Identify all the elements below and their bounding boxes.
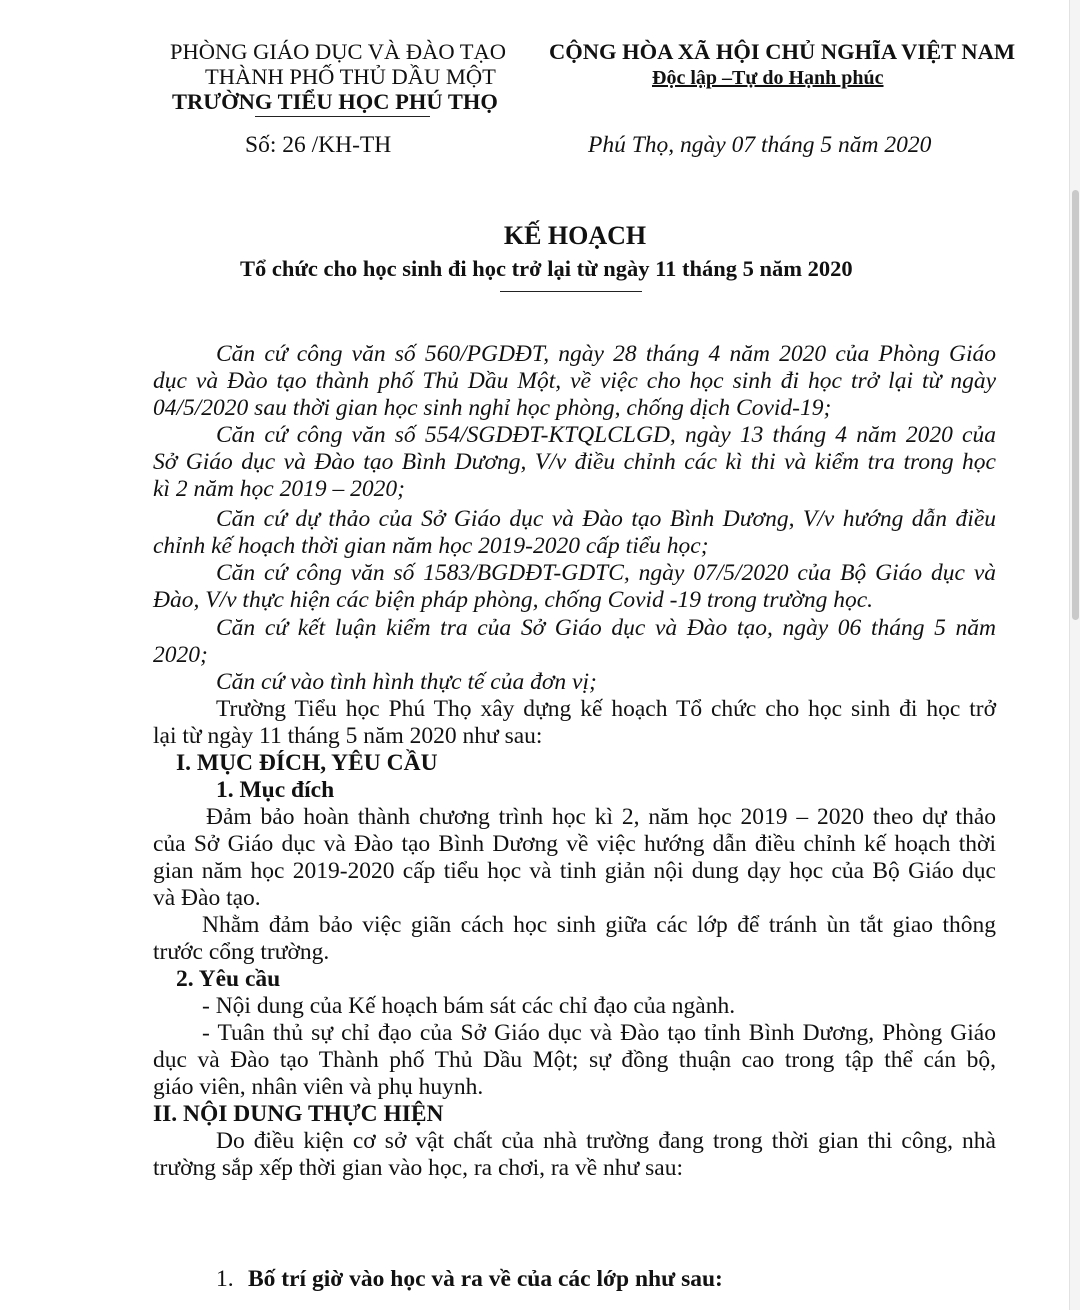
basis-line: Căn cứ kết luận kiểm tra của Sở Giáo dục và Đào tạo, ngày 06 tháng 5 năm — [216, 615, 996, 641]
basis-line: Căn cứ công văn số 554/SGDĐT-KTQLCLGD, ngày 13 tháng 4 năm 2020 của — [216, 422, 996, 448]
basis-line: 2020; — [153, 642, 208, 668]
document-number: Số: 26 /KH-TH — [245, 132, 392, 158]
basis-line: Sở Giáo dục và Đào tạo Bình Dương, V/v điều chỉnh các kì thi và kiểm tra trong học — [153, 449, 996, 475]
basis-line: kì 2 năm học 2019 – 2020; — [153, 476, 405, 502]
title-underline — [500, 291, 642, 292]
numbered-item-text: Bố trí giờ vào học và ra về của các lớp như sau: — [248, 1266, 723, 1292]
basis-line: dục và Đào tạo thành phố Thủ Dầu Một, về việc cho học sinh đi học trở lại từ ngày — [153, 368, 996, 394]
school-name: TRƯỜNG TIỂU HỌC PHÚ THỌ — [172, 89, 498, 114]
school-underline — [255, 116, 430, 117]
section-heading-1: I. MỤC ĐÍCH, YÊU CẦU — [176, 750, 438, 776]
scrollbar-thumb[interactable] — [1072, 190, 1079, 620]
document-title: KẾ HOẠCH — [503, 221, 647, 250]
numbered-item-number: 1. — [216, 1266, 234, 1292]
dept-line-1: PHÒNG GIÁO DỤC VÀ ĐÀO TẠO — [170, 39, 507, 64]
vertical-scrollbar[interactable] — [1069, 0, 1080, 1310]
national-motto: Độc lập –Tự do Hạnh phúc — [652, 67, 884, 89]
requirement-line: giáo viên, nhân viên và phụ huynh. — [153, 1074, 484, 1100]
section-heading-2: II. NỘI DUNG THỰC HIỆN — [153, 1101, 444, 1127]
purpose-line: trước cổng trường. — [153, 939, 330, 965]
purpose-line: Nhằm đảm bảo việc giãn cách học sinh giữa các lớp để tránh ùn tắt giao thông — [202, 912, 996, 938]
basis-line: Căn cứ vào tình hình thực tế của đơn vị; — [216, 669, 597, 695]
document-subtitle: Tổ chức cho học sinh đi học trở lại từ ngày 11 tháng 5 năm 2020 — [240, 256, 853, 281]
basis-line: 04/5/2020 sau thời gian học sinh nghỉ học phòng, chống dịch Covid-19; — [153, 395, 832, 421]
basis-line: Căn cứ công văn số 560/PGDĐT, ngày 28 tháng 4 năm 2020 của Phòng Giáo — [216, 341, 996, 367]
purpose-line: gian năm học 2019-2020 cấp tiểu học và tinh giản nội dung dạy học của Bộ Giáo dục — [153, 858, 996, 884]
requirement-line: dục và Đào tạo Thành phố Thủ Dầu Một; sự đồng thuận cao trong tập thể cán bộ, — [153, 1047, 996, 1073]
basis-line: Đào, V/v thực hiện các biện pháp phòng, chống Covid -19 trong trường học. — [153, 587, 873, 613]
place-date: Phú Thọ, ngày 07 tháng 5 năm 2020 — [588, 132, 932, 158]
intro-line: lại từ ngày 11 tháng 5 năm 2020 như sau: — [153, 723, 543, 749]
requirement-line: - Tuân thủ sự chỉ đạo của Sở Giáo dục và Đào tạo tỉnh Bình Dương, Phòng Giáo — [202, 1020, 996, 1046]
republic-heading: CỘNG HÒA XÃ HỘI CHỦ NGHĨA VIỆT NAM — [549, 39, 1016, 64]
basis-line: Căn cứ dự thảo của Sở Giáo dục và Đào tạo Bình Dương, V/v hướng dẫn điều — [216, 506, 996, 532]
basis-line: Căn cứ công văn số 1583/BGDĐT-GDTC, ngày 07/5/2020 của Bộ Giáo dục và — [216, 560, 996, 586]
subsection-purpose: 1. Mục đích — [216, 777, 335, 803]
content-line: trường sắp xếp thời gian vào học, ra chơi, ra về như sau: — [153, 1155, 684, 1181]
purpose-line: và Đào tạo. — [153, 885, 261, 911]
requirement-line: - Nội dung của Kế hoạch bám sát các chỉ đạo của ngành. — [202, 993, 736, 1019]
subsection-requirements: 2. Yêu cầu — [176, 966, 281, 992]
content-line: Do điều kiện cơ sở vật chất của nhà trường đang trong thời gian thi công, nhà — [216, 1128, 996, 1154]
basis-line: chỉnh kế hoạch thời gian năm học 2019-2020 cấp tiểu học; — [153, 533, 709, 559]
purpose-line: của Sở Giáo dục và Đào tạo Bình Dương về việc hướng dẫn điều chỉnh kế hoạch thời — [153, 831, 996, 857]
intro-line: Trường Tiểu học Phú Thọ xây dựng kế hoạch Tổ chức cho học sinh đi học trở — [216, 696, 996, 722]
purpose-line: Đảm bảo hoàn thành chương trình học kì 2, năm học 2019 – 2020 theo dự thảo — [206, 804, 996, 830]
dept-line-2: THÀNH PHỐ THỦ DẦU MỘT — [205, 64, 496, 89]
